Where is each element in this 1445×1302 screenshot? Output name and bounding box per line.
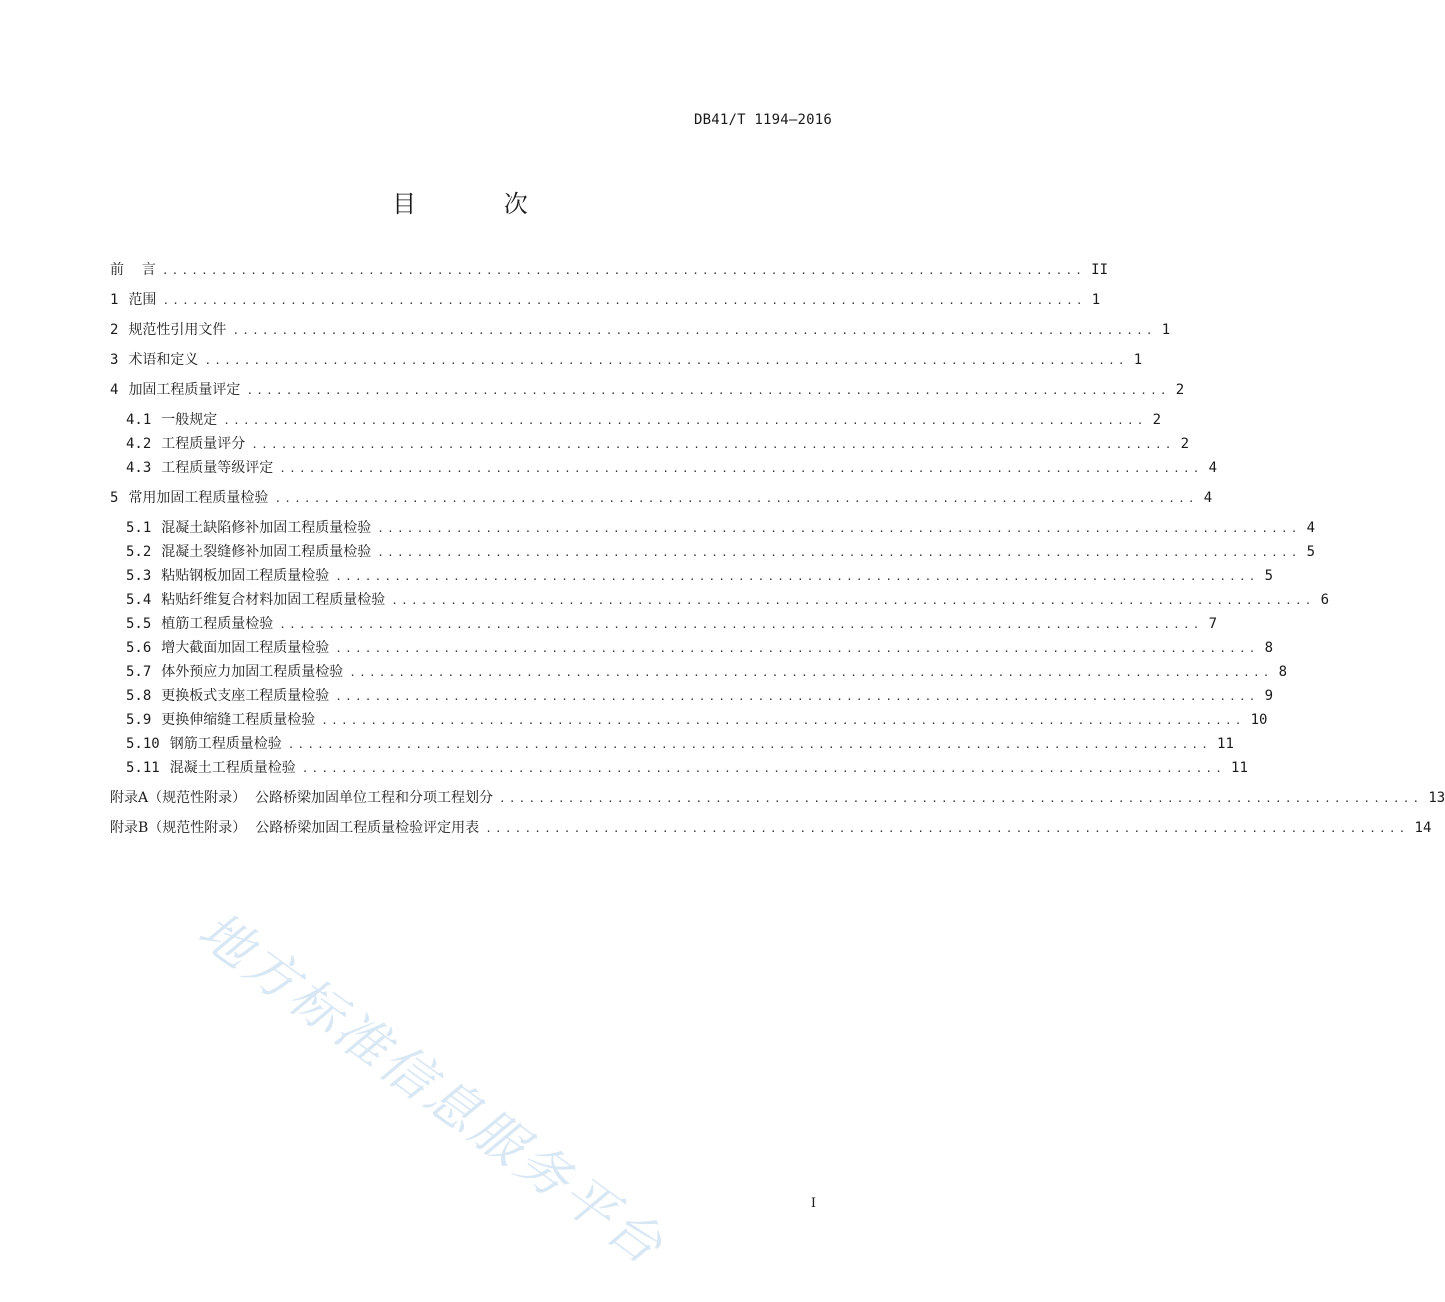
toc-entry-5-7[interactable] (126, 660, 1288, 684)
dot-leader: .............................................................................................. (335, 642, 1259, 655)
dot-leader: .............................................................................................. (287, 738, 1212, 751)
toc-entry-1[interactable] (110, 288, 1101, 312)
toc-entry-number: 5 (110, 490, 119, 506)
toc-entry-4-1[interactable] (126, 408, 1162, 432)
toc-entry-number: 3 (110, 352, 119, 368)
toc-entry-label: 增大截面加固工程质量检验 (161, 640, 330, 656)
toc-entry-5-2[interactable] (126, 540, 1316, 564)
toc-entry-5-3[interactable] (126, 564, 1274, 588)
toc-entry-appendix-b[interactable] (110, 816, 1432, 840)
toc-entry-label: 混凝土缺陷修补加固工程质量检验 (161, 520, 372, 536)
toc-entry-label: 粘贴纤维复合材料加固工程质量检验 (161, 592, 386, 608)
toc-entry-number: 5.3 (126, 568, 152, 584)
toc-entry-page: 4 (1208, 460, 1218, 476)
dot-leader: .............................................................................................. (232, 324, 1156, 337)
toc-entry-label: 混凝土裂缝修补加固工程质量检验 (161, 544, 372, 560)
toc-entry-label: 附录B（规范性附录） 公路桥梁加固工程质量检验评定用表 (110, 820, 480, 836)
toc-entry-page: 9 (1264, 688, 1274, 704)
toc-entry-label: 前 言 (110, 262, 156, 278)
document-code: DB41/T 1194—2016 (693, 112, 832, 128)
toc-entry-page: 11 (1217, 736, 1234, 752)
watermark: 地方标准信息服务平台 (187, 900, 676, 1279)
toc-entry-label: 范围 (128, 292, 157, 308)
dot-leader: .............................................................................................. (335, 690, 1259, 703)
toc-entry-4-2[interactable] (126, 432, 1190, 456)
toc-entry-5-4[interactable] (126, 588, 1330, 612)
toc-entry-5-11[interactable] (126, 756, 1248, 780)
toc-entry-number: 5.11 (126, 760, 160, 776)
dot-leader: .............................................................................................. (279, 462, 1203, 475)
toc-entry-5-9[interactable] (126, 708, 1268, 732)
toc-entry-label: 加固工程质量评定 (128, 382, 241, 398)
dot-leader: .............................................................................................. (162, 294, 1086, 307)
toc-entry-5-8[interactable] (126, 684, 1274, 708)
toc-entry-page: 13 (1428, 790, 1445, 806)
dot-leader: .............................................................................................. (377, 522, 1301, 535)
toc-entry-5[interactable] (110, 486, 1213, 510)
toc-entry-3[interactable] (110, 348, 1143, 372)
dot-leader: .............................................................................................. (161, 264, 1086, 277)
toc-entry-page: 2 (1152, 412, 1162, 428)
toc-entry-number: 5.10 (126, 736, 160, 752)
toc-entry-page: 4 (1203, 490, 1213, 506)
toc-entry-label: 术语和定义 (128, 352, 199, 368)
toc-entry-page: 4 (1306, 520, 1316, 536)
toc-entry-page: 1 (1133, 352, 1143, 368)
toc-entry-label: 钢筋工程质量检验 (169, 736, 282, 752)
dot-leader: .............................................................................................. (321, 714, 1245, 727)
toc-entry-number: 5.1 (126, 520, 152, 536)
toc-entry-page: 1 (1091, 292, 1101, 308)
toc-entry-number: 1 (110, 292, 119, 308)
toc-entry-number: 5.4 (126, 592, 152, 608)
toc-entry-number: 4.3 (126, 460, 152, 476)
toc-entry-page: 5 (1306, 544, 1316, 560)
toc-entry-page: 6 (1320, 592, 1330, 608)
page-number: I (810, 1196, 816, 1211)
toc-entry-page: 2 (1175, 382, 1185, 398)
toc-entry-label: 粘贴钢板加固工程质量检验 (161, 568, 330, 584)
toc-entry-label: 更换伸缩缝工程质量检验 (161, 712, 316, 728)
toc-entry-label: 工程质量评分 (161, 436, 246, 452)
toc-entry-2[interactable] (110, 318, 1171, 342)
toc-entry-page: II (1091, 262, 1108, 278)
toc-entry-number: 5.2 (126, 544, 152, 560)
toc-entry-label: 一般规定 (161, 412, 218, 428)
toc-entry-page: 14 (1414, 820, 1432, 836)
toc-entry-page: 1 (1161, 322, 1171, 338)
dot-leader: .............................................................................................. (391, 594, 1315, 607)
toc-entry-appendix-a[interactable] (110, 786, 1445, 810)
dot-leader: .............................................................................................. (335, 570, 1259, 583)
toc-entry-label: 规范性引用文件 (128, 322, 227, 338)
toc-entry-number: 4.2 (126, 436, 152, 452)
toc-entry-number: 5.8 (126, 688, 152, 704)
toc-entry-label: 植筋工程质量检验 (161, 616, 274, 632)
toc-entry-label: 工程质量等级评定 (161, 460, 274, 476)
toc-entry-label: 混凝土工程质量检验 (169, 760, 296, 776)
dot-leader: .............................................................................................. (499, 792, 1423, 805)
toc-entry-number: 2 (110, 322, 119, 338)
toc-title: 目 次 (392, 190, 568, 218)
toc-entry-foreword[interactable] (110, 258, 1108, 282)
toc-entry-number: 5.9 (126, 712, 152, 728)
dot-leader: .............................................................................................. (223, 414, 1147, 427)
toc-entry-4-3[interactable] (126, 456, 1218, 480)
dot-leader: .............................................................................................. (246, 384, 1170, 397)
dot-leader: .............................................................................................. (251, 438, 1175, 451)
toc-entry-label: 更换板式支座工程质量检验 (161, 688, 330, 704)
dot-leader: .............................................................................................. (377, 546, 1301, 559)
toc-entry-page: 7 (1208, 616, 1218, 632)
toc-entry-label: 体外预应力加固工程质量检验 (161, 664, 344, 680)
dot-leader: .............................................................................................. (485, 822, 1409, 835)
toc-entry-number: 4 (110, 382, 119, 398)
toc-entry-4[interactable] (110, 378, 1185, 402)
toc-entry-number: 5.7 (126, 664, 152, 680)
dot-leader: .............................................................................................. (204, 354, 1128, 367)
toc-entry-5-6[interactable] (126, 636, 1274, 660)
toc-entry-5-10[interactable] (126, 732, 1234, 756)
toc-entry-label: 附录A（规范性附录） 公路桥梁加固单位工程和分项工程划分 (110, 790, 494, 806)
toc-entry-page: 10 (1250, 712, 1268, 728)
toc-entry-5-5[interactable] (126, 612, 1218, 636)
toc-entry-page: 8 (1278, 664, 1288, 680)
toc-entry-label: 常用加固工程质量检验 (128, 490, 269, 506)
dot-leader: .............................................................................................. (274, 492, 1198, 505)
toc-entry-number: 5.5 (126, 616, 152, 632)
toc-entry-page: 5 (1264, 568, 1274, 584)
dot-leader: .............................................................................................. (349, 666, 1273, 679)
toc-entry-page: 11 (1231, 760, 1248, 776)
toc-entry-page: 8 (1264, 640, 1274, 656)
toc-entry-5-1[interactable] (126, 516, 1316, 540)
dot-leader: .............................................................................................. (279, 618, 1203, 631)
toc-entry-number: 4.1 (126, 412, 152, 428)
toc-entry-page: 2 (1180, 436, 1190, 452)
toc-entry-number: 5.6 (126, 640, 152, 656)
dot-leader: .............................................................................................. (301, 762, 1226, 775)
